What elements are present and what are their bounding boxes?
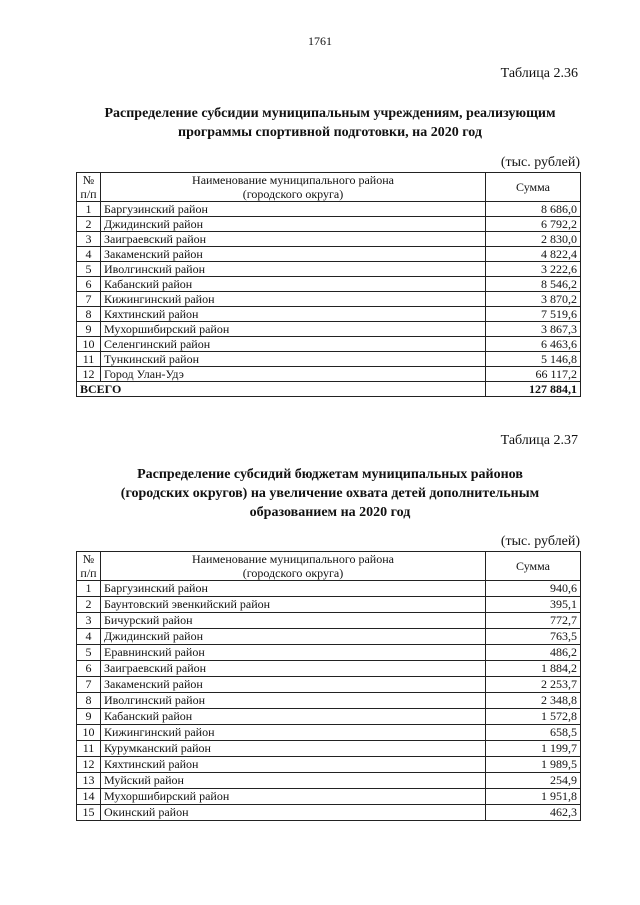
table-2-37-caption: Таблица 2.37 (500, 433, 578, 448)
row-sum: 658,5 (486, 725, 581, 741)
row-name: Кижингинский район (101, 292, 486, 307)
row-number: 11 (77, 352, 101, 367)
table-2-37-units: (тыс. рублей) (500, 534, 580, 549)
table-header-row (77, 173, 581, 202)
row-sum: 3 867,3 (486, 322, 581, 337)
row-number: 9 (77, 322, 101, 337)
table-row (77, 709, 581, 725)
row-sum: 486,2 (486, 645, 581, 661)
table-2-37-title-line-2: (городских округов) на увеличение охвата детей дополнительным (120, 486, 540, 501)
row-name: Окинский район (101, 805, 486, 821)
row-number: 15 (77, 805, 101, 821)
table-2-37 (76, 551, 581, 821)
table-2-36-title (70, 104, 590, 142)
table-2-37-title-line-3: образованием на 2020 год (249, 505, 411, 520)
row-name: Джидинский район (101, 217, 486, 232)
table-row (77, 262, 581, 277)
row-name: Закаменский район (101, 677, 486, 693)
header-name: Наименование муниципального района (городского округа) (101, 173, 486, 202)
row-number: 12 (77, 367, 101, 382)
table-row (77, 202, 581, 217)
table-2-36-units: (тыс. рублей) (500, 155, 580, 170)
table-row (77, 322, 581, 337)
row-sum: 3 222,6 (486, 262, 581, 277)
table-row (77, 661, 581, 677)
header-name: Наименование муниципального района (городского округа) (101, 552, 486, 581)
row-sum: 2 348,8 (486, 693, 581, 709)
row-sum: 6 792,2 (486, 217, 581, 232)
row-sum: 1 884,2 (486, 661, 581, 677)
table-2-36-title-line-2: программы спортивной подготовки, на 2020 год (178, 125, 482, 140)
row-name: Кяхтинский район (101, 757, 486, 773)
header-sum: Сумма (486, 173, 581, 202)
row-number: 12 (77, 757, 101, 773)
row-sum: 2 830,0 (486, 232, 581, 247)
row-number: 3 (77, 232, 101, 247)
row-number: 9 (77, 709, 101, 725)
table-2-36-title-line-1: Распределение субсидии муниципальным учреждениям, реализующим (104, 106, 556, 121)
row-sum: 1 989,5 (486, 757, 581, 773)
row-sum: 763,5 (486, 629, 581, 645)
row-number: 4 (77, 629, 101, 645)
total-sum: 127 884,1 (486, 382, 581, 397)
row-sum: 1 572,8 (486, 709, 581, 725)
row-sum: 6 463,6 (486, 337, 581, 352)
row-number: 1 (77, 581, 101, 597)
row-number: 5 (77, 262, 101, 277)
row-name: Иволгинский район (101, 262, 486, 277)
row-number: 8 (77, 307, 101, 322)
total-label: ВСЕГО (77, 382, 486, 397)
row-name: Заиграевский район (101, 232, 486, 247)
table-2-36-caption: Таблица 2.36 (500, 66, 578, 81)
table-row (77, 337, 581, 352)
table-row (77, 307, 581, 322)
row-name: Курумканский район (101, 741, 486, 757)
row-number: 1 (77, 202, 101, 217)
table-row (77, 789, 581, 805)
table-2-36 (76, 172, 581, 397)
row-name: Заиграевский район (101, 661, 486, 677)
row-number: 3 (77, 613, 101, 629)
row-sum: 4 822,4 (486, 247, 581, 262)
row-name: Кижингинский район (101, 725, 486, 741)
row-name: Бичурский район (101, 613, 486, 629)
row-name: Кяхтинский район (101, 307, 486, 322)
row-sum: 772,7 (486, 613, 581, 629)
table-row (77, 292, 581, 307)
row-name: Баунтовский эвенкийский район (101, 597, 486, 613)
row-sum: 254,9 (486, 773, 581, 789)
row-number: 4 (77, 247, 101, 262)
row-sum: 940,6 (486, 581, 581, 597)
row-name: Закаменский район (101, 247, 486, 262)
row-number: 2 (77, 217, 101, 232)
table-row (77, 693, 581, 709)
table-row (77, 217, 581, 232)
table-2-36-body (77, 202, 581, 382)
row-sum: 1 951,8 (486, 789, 581, 805)
row-sum: 395,1 (486, 597, 581, 613)
row-name: Баргузинский район (101, 581, 486, 597)
row-number: 7 (77, 677, 101, 693)
total-row (77, 382, 581, 397)
row-number: 5 (77, 645, 101, 661)
row-number: 10 (77, 337, 101, 352)
row-number: 10 (77, 725, 101, 741)
row-name: Муйский район (101, 773, 486, 789)
row-number: 8 (77, 693, 101, 709)
table-row (77, 352, 581, 367)
table-row (77, 581, 581, 597)
header-num: № п/п (77, 173, 101, 202)
row-sum: 8 546,2 (486, 277, 581, 292)
row-sum: 462,3 (486, 805, 581, 821)
table-row (77, 741, 581, 757)
row-number: 13 (77, 773, 101, 789)
row-number: 7 (77, 292, 101, 307)
row-number: 6 (77, 661, 101, 677)
row-sum: 7 519,6 (486, 307, 581, 322)
row-sum: 8 686,0 (486, 202, 581, 217)
row-sum: 2 253,7 (486, 677, 581, 693)
row-sum: 66 117,2 (486, 367, 581, 382)
row-name: Кабанский район (101, 709, 486, 725)
table-2-37-title (70, 465, 590, 522)
row-number: 11 (77, 741, 101, 757)
row-number: 6 (77, 277, 101, 292)
row-number: 2 (77, 597, 101, 613)
table-row (77, 613, 581, 629)
row-name: Тункинский район (101, 352, 486, 367)
table-row (77, 805, 581, 821)
row-sum: 1 199,7 (486, 741, 581, 757)
header-num: № п/п (77, 552, 101, 581)
header-sum: Сумма (486, 552, 581, 581)
row-name: Джидинский район (101, 629, 486, 645)
row-name: Кабанский район (101, 277, 486, 292)
table-header-row (77, 552, 581, 581)
table-row (77, 725, 581, 741)
table-2-37-title-line-1: Распределение субсидий бюджетам муниципальных районов (137, 467, 523, 482)
row-sum: 3 870,2 (486, 292, 581, 307)
table-row (77, 757, 581, 773)
row-name: Иволгинский район (101, 693, 486, 709)
row-number: 14 (77, 789, 101, 805)
row-name: Город Улан-Удэ (101, 367, 486, 382)
row-name: Мухоршибирский район (101, 789, 486, 805)
row-name: Мухоршибирский район (101, 322, 486, 337)
table-row (77, 367, 581, 382)
table-row (77, 629, 581, 645)
table-row (77, 277, 581, 292)
table-row (77, 247, 581, 262)
table-row (77, 232, 581, 247)
row-name: Селенгинский район (101, 337, 486, 352)
page-number: 1761 (308, 34, 332, 48)
row-name: Баргузинский район (101, 202, 486, 217)
table-row (77, 645, 581, 661)
table-row (77, 677, 581, 693)
table-2-37-body (77, 581, 581, 821)
row-sum: 5 146,8 (486, 352, 581, 367)
table-row (77, 773, 581, 789)
table-row (77, 597, 581, 613)
row-name: Еравнинский район (101, 645, 486, 661)
